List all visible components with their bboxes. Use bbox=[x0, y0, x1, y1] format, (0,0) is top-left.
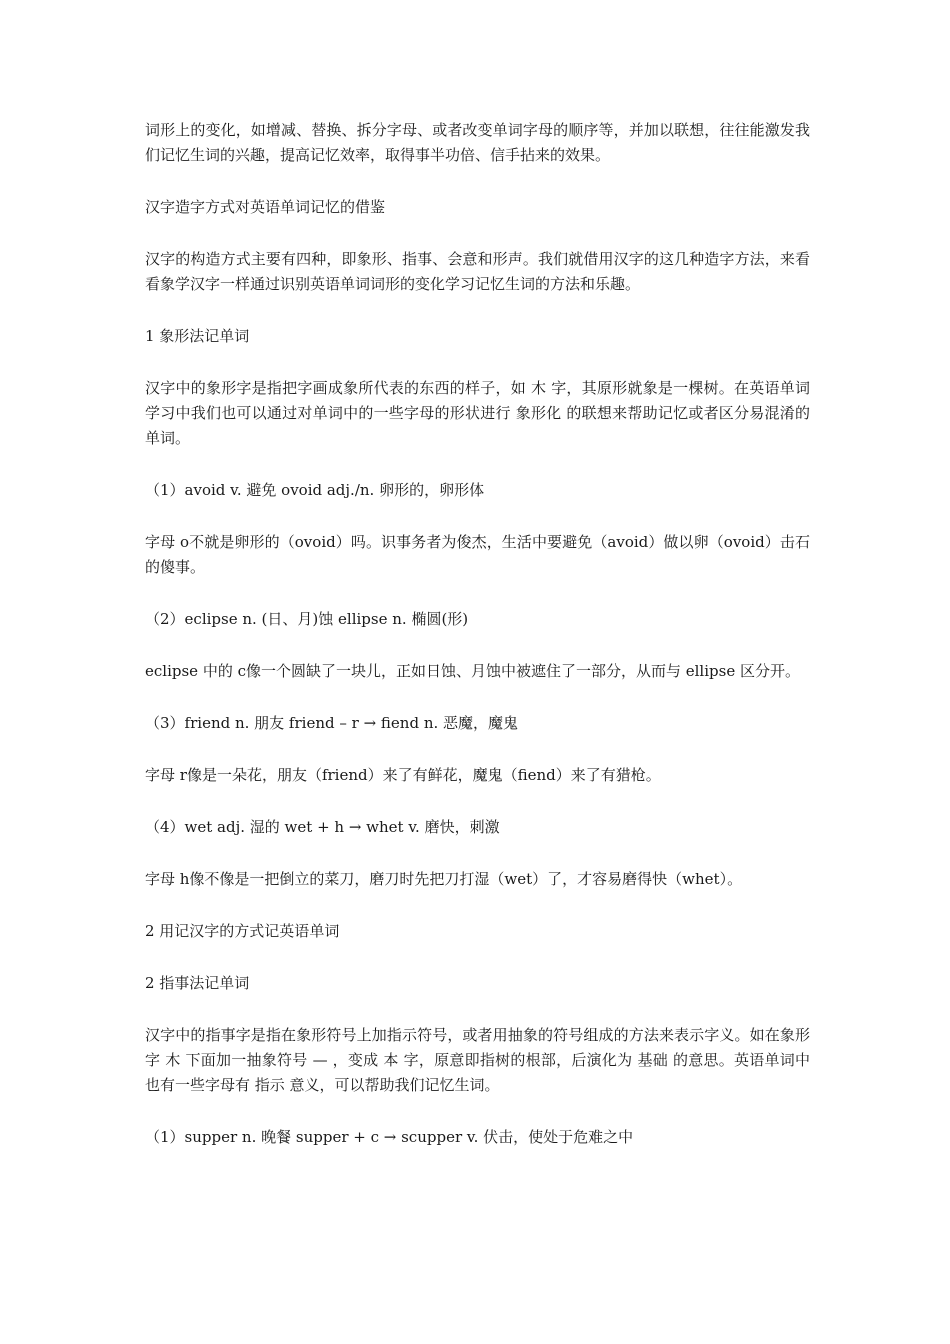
subsection-heading-indicative: 2 指事法记单词 bbox=[145, 974, 250, 992]
indicative-example-1-title: （1）supper n. 晚餐 supper + c → scupper v. 伏击，使处于危难之中 bbox=[145, 1128, 634, 1146]
section-heading: 汉字造字方式对英语单词记忆的借鉴 bbox=[145, 198, 386, 216]
paragraph-four-methods: 汉字的构造方式主要有四种，即象形、指事、会意和形声。我们就借用汉字的这几种造字方法，来看看象学汉字一样通过识别英语单词词形的变化学习记忆生词的方法和乐趣。 bbox=[145, 250, 810, 293]
subsection-heading-chinese-method: 2 用记汉字的方式记英语单词 bbox=[145, 922, 340, 940]
example-1-explanation: 字母 o不就是卵形的（ovoid）吗。识事务者为俊杰，生活中要避免（avoid）做以卵（ovoid）击石的傻事。 bbox=[145, 533, 810, 576]
example-1-title: （1）avoid v. 避免 ovoid adj./n. 卵形的，卵形体 bbox=[145, 481, 485, 499]
example-4-explanation: 字母 h像不像是一把倒立的菜刀，磨刀时先把刀打湿（wet）了，才容易磨得快（whet）。 bbox=[145, 870, 743, 888]
example-4-title: （4）wet adj. 湿的 wet + h → whet v. 磨快，刺激 bbox=[145, 818, 500, 836]
paragraph-pictograph-explanation: 汉字中的象形字是指把字画成象所代表的东西的样子，如 木 字，其原形就象是一棵树。在英语单词学习中我们也可以通过对单词中的一些字母的形状进行 象形化 的联想来帮助记忆或者区分易混淆的单词。 bbox=[145, 379, 810, 447]
paragraph-intro-continuation: 词形上的变化，如增减、替换、拆分字母、或者改变单词字母的顺序等，并加以联想，往往能激发我们记忆生词的兴趣，提高记忆效率，取得事半功倍、信手拈来的效果。 bbox=[145, 121, 810, 164]
document-body bbox=[145, 118, 810, 1177]
paragraph-indicative-explanation: 汉字中的指事字是指在象形符号上加指示符号，或者用抽象的符号组成的方法来表示字义。如在象形字 木 下面加一抽象符号 — ，变成 本 字，原意即指树的根部，后演化为 基础 的意思。英语单词中也有一些字母有 指示 意义，可以帮助我们记忆生词。 bbox=[145, 1026, 810, 1094]
example-2-explanation: eclipse 中的 c像一个圆缺了一块儿，正如日蚀、月蚀中被遮住了一部分，从而与 ellipse 区分开。 bbox=[145, 662, 800, 680]
example-3-title: （3）friend n. 朋友 friend – r → fiend n. 恶魔，魔鬼 bbox=[145, 714, 519, 732]
example-2-title: （2）eclipse n. (日、月)蚀 ellipse n. 椭圆(形) bbox=[145, 610, 469, 628]
subsection-heading-pictograph: 1 象形法记单词 bbox=[145, 327, 250, 345]
example-3-explanation: 字母 r像是一朵花，朋友（friend）来了有鲜花，魔鬼（fiend）来了有猎枪。 bbox=[145, 766, 661, 784]
